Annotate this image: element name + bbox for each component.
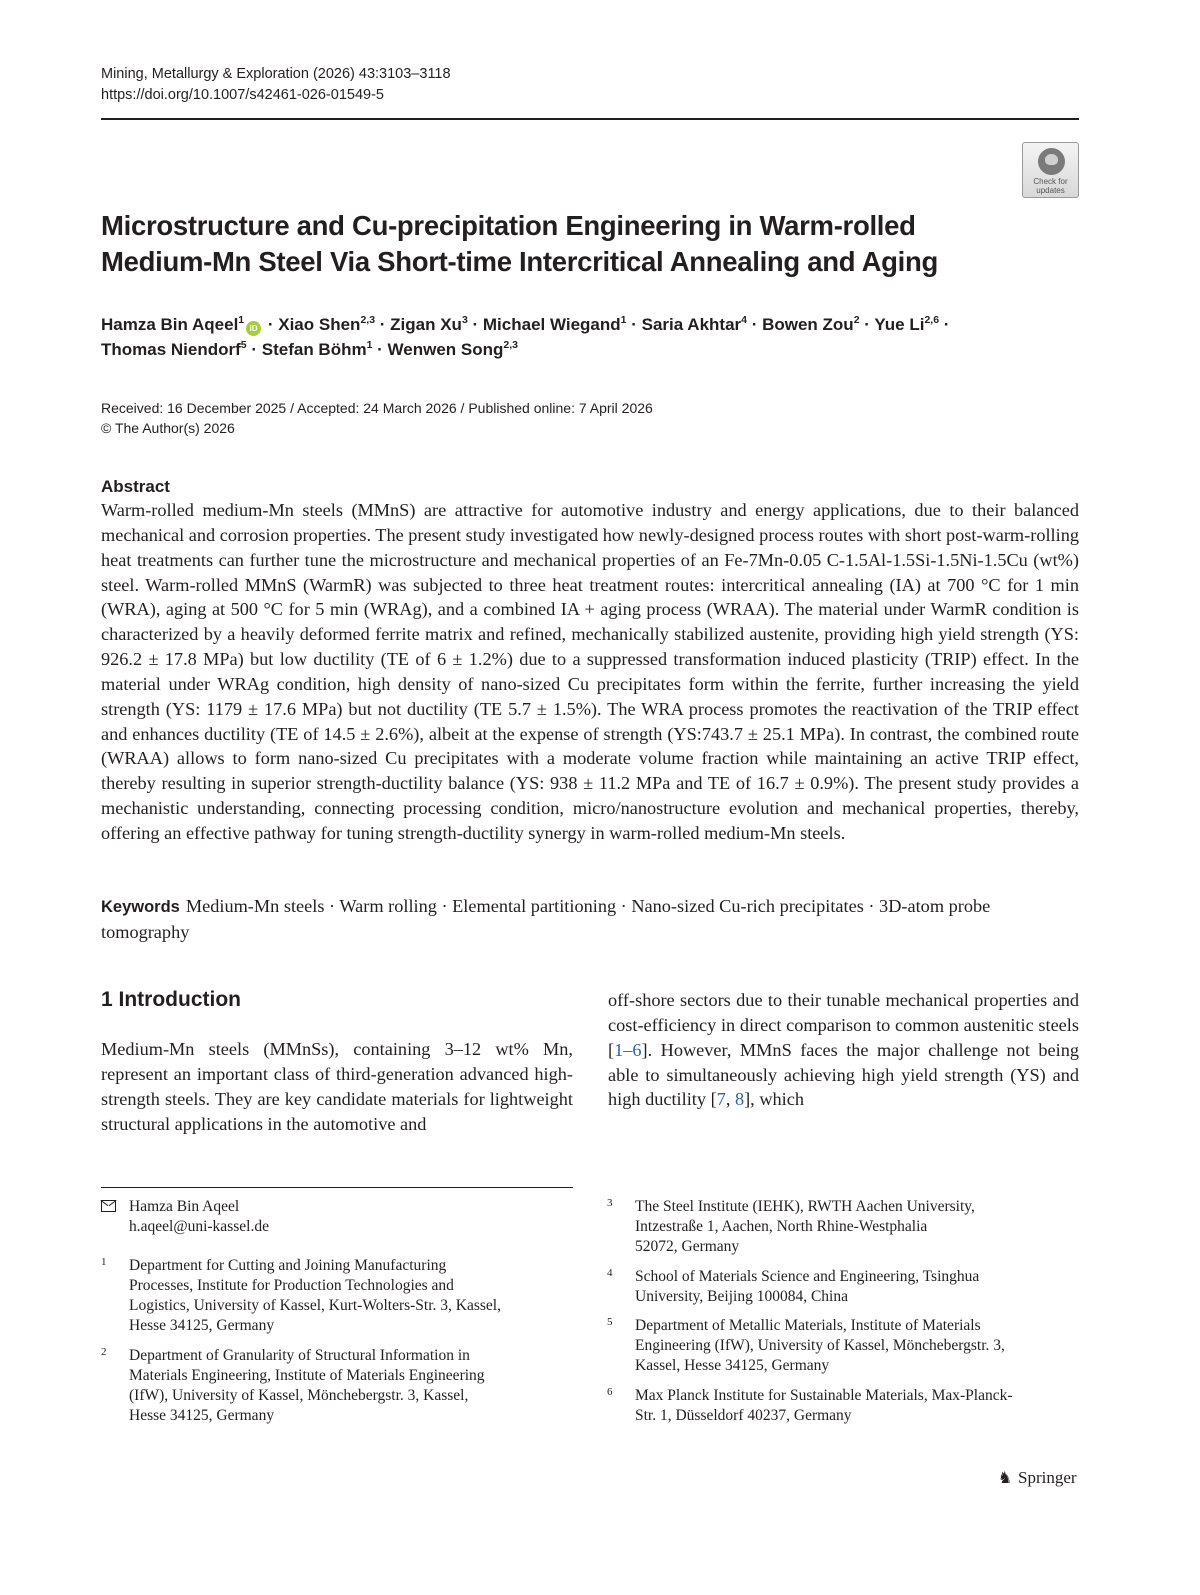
orcid-icon[interactable]: iD [246,321,261,336]
corresponding-author-name: Hamza Bin Aqeel [129,1198,240,1215]
affiliation-4: 4 School of Materials Science and Engineering, Tsinghua University, Beijing 100084, China [607,1267,1079,1307]
header-rule [101,118,1079,120]
author-name[interactable]: Thomas Niendorf [101,340,241,359]
author-list [101,312,1061,362]
keywords-label: Keywords [101,898,180,916]
author-affiliation-sup: 3 [461,314,468,326]
publisher-name: Springer [1018,1468,1077,1487]
section-heading-introduction: 1 Introduction [101,988,241,1011]
abstract-heading: Abstract [101,477,170,496]
affiliation-number: 4 [607,1267,613,1279]
corresponding-author-email[interactable]: h.aqeel@uni-kassel.de [129,1218,269,1235]
publisher-logo [995,1467,1077,1489]
affiliation-number: 2 [101,1346,107,1358]
author-name[interactable]: Bowen Zou [762,315,854,334]
author-affiliation-sup: 1 [238,314,245,326]
article-title [101,208,1001,280]
introduction-column-1: Medium-Mn steels (MMnSs), containing 3–12 wt% Mn, represent an important class of third-generation advanced high-strength steels. They are key candidate materials for lightweight structural applications in the automotive and [101,1039,573,1134]
abstract-text: Warm-rolled medium-Mn steels (MMnS) are attractive for automotive industry and energy applications, due to their balanced mechanical and corrosion properties. The present study investigated how newly-designed process routes with short post-warm-rolling heat treatments can further tune the microstructure and mechanical properties of an Fe-7Mn-0.05 C-1.5Al-1.5Si-1.5Ni-1.5Cu (wt%) steel. Warm-rolled MMnS (WarmR) was subjected to three heat treatment routes: intercritical annealing (IA) at 700 °C for 1 min (WRA), aging at 500 °C for 5 min (WRAg), and a combined IA + aging process (WRAA). The material under WarmR condition is characterized by a heavily deformed ferrite matrix and refined, mechanically stabilized austenite, providing high yield strength (YS: 926.2 ± 17.8 MPa) but low ductility (TE of 6 ± 1.2%) due to a suppressed transformation induced plasticity (TRIP) effect. In the material under WRAg condition, high density of nano-sized Cu precipitates form within the ferrite, further increasing the yield strength (YS: 1179 ± 17.6 MPa) but not ductility (TE 5.7 ± 1.5%). The WRA process promotes the reactivation of the TRIP effect and enhances ductility (TE of 14.5 ± 2.6%), albeit at the expense of strength (YS:743.7 ± 25.1 MPa). In contrast, the combined route (WRAA) allows to form nano-sized Cu precipitates with a moderate volume fraction while maintaining an active TRIP effect, thereby resulting in superior strength-ductility balance (YS: 938 ± 11.2 MPa and TE of 16.7 ± 0.9%). The present study provides a mechanistic understanding, connecting processing condition, micro/nanostructure evolution and mechanical properties, thereby, offering an effective pathway for tuning strength-ductility synergy in warm-rolled medium-Mn steels. [101,500,1079,843]
author-affiliation-sup: 2,3 [503,339,519,351]
affiliation-number: 6 [607,1386,613,1398]
title-line-1: Microstructure and Cu-precipitation Engineering in Warm-rolled [101,210,916,241]
corresponding-author [101,1197,573,1237]
author-name[interactable]: Michael Wiegand [482,315,621,334]
affiliation-1: 1 Department for Cutting and Joining Manufacturing Processes, Institute for Production Technologies and Logistics, University of Kassel, Kurt-Wolters-Str. 3, Kassel, Hesse 34125, Germany [101,1256,573,1336]
citation-link[interactable]: 7 [716,1089,726,1110]
author-affiliation-sup: 5 [240,339,247,351]
affiliation-5: 5 Department of Metallic Materials, Institute of Materials Engineering (IfW), University of Kassel, Mönchebergstr. 3, Kassel, Hesse 34125, Germany [607,1316,1079,1376]
author-name[interactable]: Stefan Böhm [261,340,367,359]
author-affiliation-sup: 4 [741,314,747,326]
copyright-notice: © The Author(s) 2026 [101,420,235,436]
author-line-2: Thomas Niendorf$^5$ · Stefan Böhm$^1$ · Wenwen Song$^{2,3}$ [101,339,519,359]
affiliation-3: 3 The Steel Institute (IEHK), RWTH Aachen University, Intzestraße 1, Aachen, North Rhine-Westphalia 52072, Germany [607,1197,1079,1257]
doi-link[interactable]: https://doi.org/10.1007/s42461-026-01549-5 [101,87,384,103]
journal-citation: Mining, Metallurgy & Exploration (2026) 43:3103–3118 [101,66,451,82]
affiliation-number: 1 [101,1256,107,1268]
citation-link[interactable]: 8 [734,1089,745,1110]
envelope-icon [101,1200,116,1212]
citation-link[interactable]: 1–6 [614,1039,642,1060]
author-affiliation-sup: 2 [853,314,860,326]
publication-history: Received: 16 December 2025 / Accepted: 24 March 2026 / Published online: 7 April 2026 [101,400,653,416]
affiliation-number: 5 [607,1316,613,1328]
check-for-updates-button[interactable] [1022,142,1079,198]
introduction-column-2: off-shore sectors due to their tunable mechanical properties and cost-efficiency in direct comparison to common austenitic steels [1–6]. However, MMnS faces the major challenge not being able to simultaneously achieving high yield strength (YS) and high ductility [7, 8], which [608,990,1079,1110]
affiliation-2: 2 Department of Granularity of Structural Information in Materials Engineering, Institute of Materials Engineering (IfW), University of Kassel, Mönchebergstr. 3, Kassel, Hesse 34125, Germany [101,1346,573,1426]
keywords-text: Medium-Mn steels · Warm rolling · Elemental partitioning · Nano-sized Cu-rich precipitates · 3D-atom probe tomography [101,896,991,942]
author-name[interactable]: Wenwen Song [387,340,504,359]
author-affiliation-sup: 1 [620,314,627,326]
author-name[interactable]: Zigan Xu [390,315,462,334]
author-affiliation-sup: 2,6 [924,314,940,326]
crossmark-label: Check for updates [1033,177,1068,195]
affiliation-6: 6 Max Planck Institute for Sustainable Materials, Max-Planck- Str. 1, Düsseldorf 40237, Germany [607,1386,1079,1426]
author-line-1: Hamza Bin Aqeel$^1$iD · Xiao Shen$^{2,3}$ · Zigan $Xu^3$ · Michael Wiegand$^1$ · Saria Akhtar$^4$ · Bowen Zou$^2$ · Yue Li$^{2,6}$ · [101,314,950,334]
author-affiliation-sup: 2,3 [360,314,376,326]
affiliation-number: 3 [607,1197,613,1209]
author-affiliation-sup: 1 [366,339,373,351]
crossmark-icon [1038,148,1065,175]
article-dates [101,398,653,438]
author-name[interactable]: Saria Akhtar [641,315,742,334]
author-name[interactable]: Yue Li [874,315,925,334]
keywords [101,894,1079,945]
author-name[interactable]: Xiao Shen [278,315,361,334]
footnote-rule [101,1187,573,1188]
author-name[interactable]: Hamza Bin Aqeel [101,315,239,334]
title-line-2: Medium-Mn Steel Via Short-time Intercritical Annealing and Aging [101,246,938,277]
springer-horse-icon: ♞ [997,1468,1013,1487]
journal-header [101,64,451,106]
